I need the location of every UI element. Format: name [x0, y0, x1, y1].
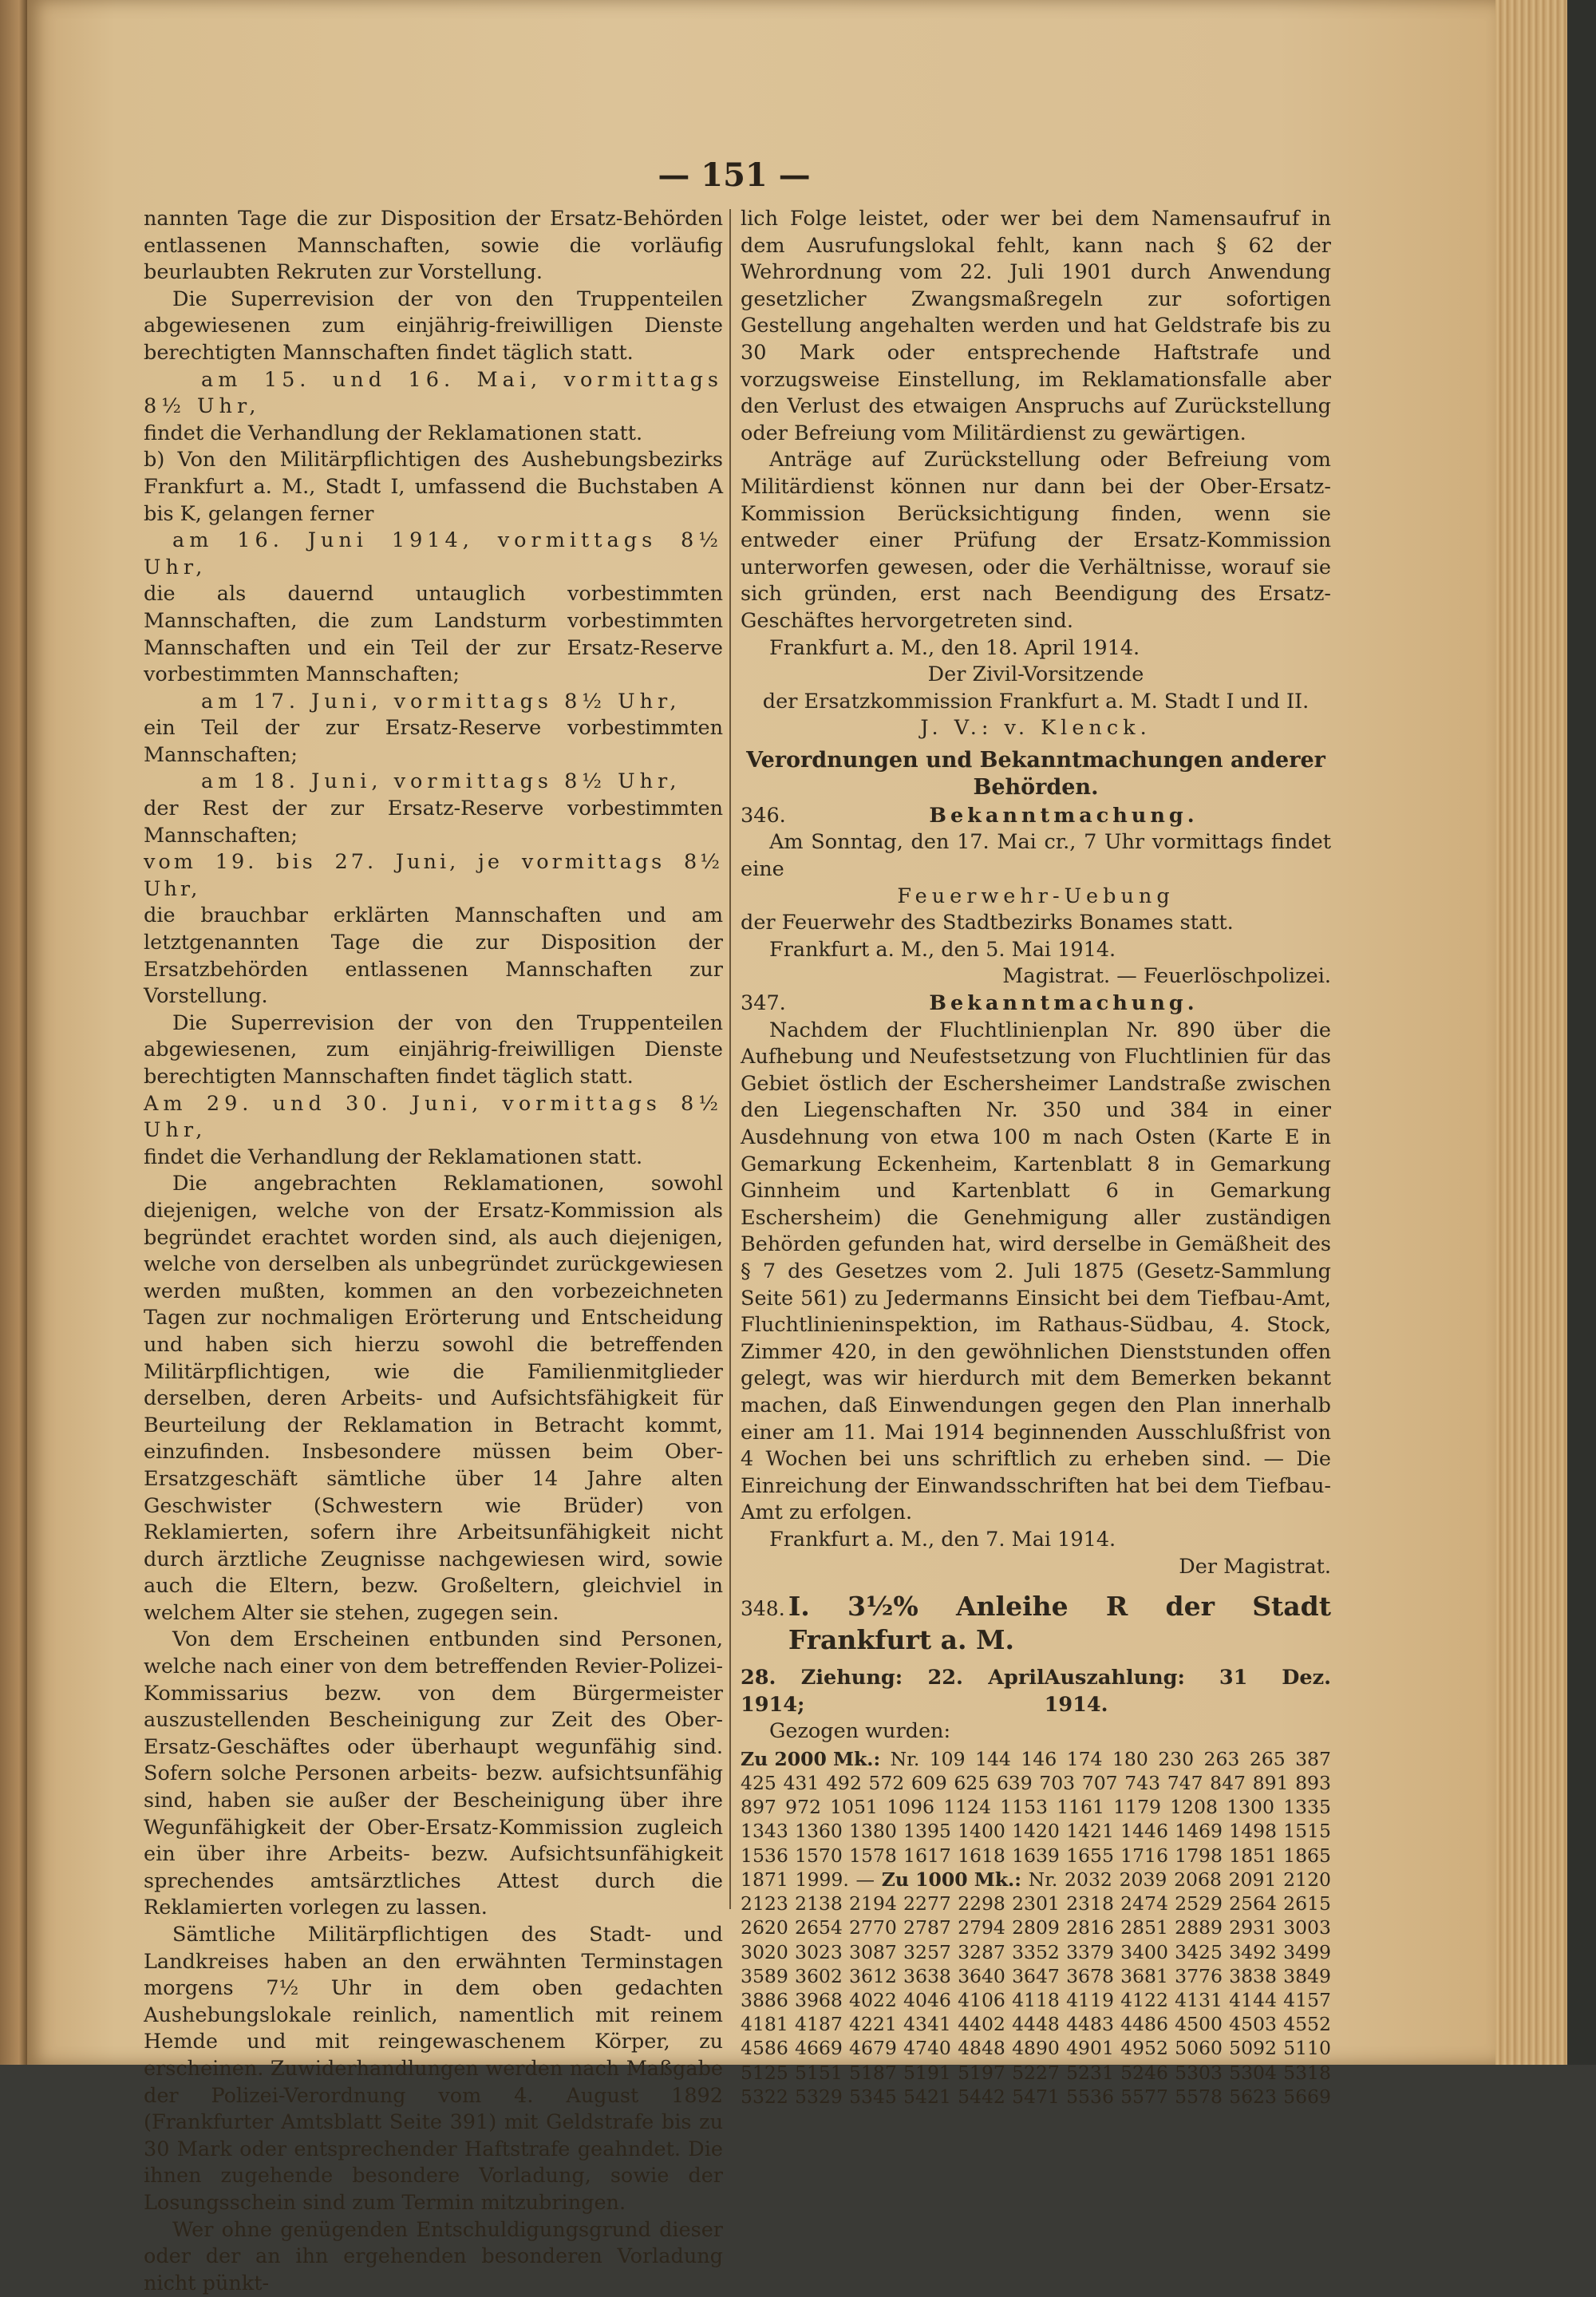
drawn-number: 5442	[958, 2085, 1005, 2108]
drawn-number: 2564	[1229, 1892, 1277, 1915]
notice-title: Bekanntmachung.	[929, 991, 1199, 1016]
signature-name: J. V.: v. Klenck.	[920, 716, 1152, 741]
number-row	[741, 1988, 1331, 2012]
drawn-number: 1179	[1113, 1796, 1161, 1819]
number-row	[741, 1964, 1331, 1988]
drawn-number: 1161	[1057, 1796, 1104, 1819]
drawn-number: 4118	[1012, 1988, 1060, 2011]
drawing-date: 28. Ziehung: 22. April 1914;	[741, 1666, 1045, 1717]
drawn-number: 3257	[903, 1940, 951, 1963]
drawn-numbers-table	[741, 1747, 1331, 2109]
date-line: Frankfurt a. M., den 5. Mai 1914.	[769, 937, 1116, 962]
drawn-number: 2123	[741, 1892, 788, 1915]
drawn-number: 2620	[741, 1916, 788, 1939]
signature: Der Magistrat.	[1179, 1554, 1331, 1579]
drawn-number: 5227	[1012, 2061, 1060, 2084]
paragraph: Sämtliche Militärpflichtigen des Stadt- und Landkreises haben an den erwähnten Terminstagen morgens 7½ Uhr in dem oben gedachten Aushebungslokale reinlich, namentlich mit reinem Hemde und mit reingewaschenem Körper, zu erscheinen. Zuwiderhandlungen werden nach Maßgabe der Polizei-Verordnung vom 4. August 1892 (Frankfurter Amtsblatt Seite 391) mit Geldstrafe bis zu 30 Mark oder entsprechender Haftstrafe geahndet. Die ihnen zugehende besondere Vorladung, sowie der Losungsschein sind zum Termin mitzubringen.	[144, 1923, 723, 2215]
drawn-number: 174	[1066, 1747, 1103, 1770]
number-row	[741, 1915, 1331, 1939]
drawn-number: 4486	[1120, 2013, 1168, 2036]
drawn-number: 4669	[795, 2037, 843, 2060]
drawn-number: 4740	[903, 2037, 951, 2060]
paragraph: Die angebrachten Reklamationen, sowohl diejenigen, welche von der Ersatz-Kommission als begründet erachtet worden sind, als auch diejenigen, welche von derselben als unbegründet zurückgewiesen werden mußten, kommen an den vorbezeichneten Tagen zur nochmaligen Erörterung und Entscheidung und haben sich hierzu sowohl die betreffenden Militärpflichtigen, wie die Familienmitglieder derselben, deren Arbeits- und Aufsichtsfähigkeit für Beurteilung der Reklamation in Betracht kommt, einzufinden. Insbesondere müssen beim Ober-Ersatzgeschäft sämtliche über 14 Jahre alten Geschwister (Schwestern wie Brüder) von Reklamierten, sofern ihre Arbeitsunfähigkeit nicht durch ärztliche Zeugnisse nachgewiesen wird, sowie auch die Eltern, bezw. Großeltern, gleichviel in welchem Alter sie stehen, zugegen sein.	[144, 1172, 723, 1625]
notice-title: Bekanntmachung.	[929, 803, 1199, 828]
drawn-number: 1716	[1120, 1844, 1168, 1867]
drawn-number: 3647	[1012, 1964, 1060, 1987]
drawn-number: 1208	[1170, 1796, 1218, 1819]
number-row	[741, 2061, 1331, 2085]
drawn-number: 2931	[1229, 1916, 1277, 1939]
drawn-number: 2529	[1175, 1892, 1223, 1915]
left-column	[144, 206, 723, 2297]
drawn-number: 4586	[741, 2037, 788, 2060]
drawn-number: 5304	[1229, 2061, 1277, 2084]
drawn-number: 3638	[903, 1964, 951, 1987]
event-title: Feuerwehr-Uebung	[897, 884, 1175, 908]
drawn-number: 4448	[1012, 2013, 1060, 2036]
loan-title: I. 3½% Anleihe R der Stadt Frankfurt a. M.	[788, 1591, 1331, 1656]
drawn-number: 5322	[741, 2085, 788, 2108]
paragraph: ein Teil der zur Ersatz-Reserve vorbestimmten Mannschaften;	[144, 716, 723, 767]
drawn-number: 3352	[1012, 1940, 1060, 1963]
drawn-number: 3400	[1120, 1940, 1168, 1963]
drawn-number: 265	[1249, 1747, 1286, 1770]
drawn-number: 3023	[795, 1940, 843, 1963]
drawn-number: 4402	[958, 2013, 1005, 2036]
drawn-number: 4848	[958, 2037, 1005, 2060]
drawn-number: 743	[1124, 1772, 1161, 1795]
drawn-number: 4901	[1066, 2037, 1114, 2060]
drawn-number: 3612	[849, 1964, 897, 1987]
drawn-number: 109	[929, 1747, 966, 1770]
number-row	[741, 2012, 1331, 2036]
drawn-number: 2787	[903, 1916, 951, 1939]
drawn-number: 747	[1167, 1772, 1203, 1795]
drawn-number: 2654	[795, 1916, 843, 1939]
drawn-number: 1851	[1229, 1844, 1277, 1867]
drawn-number: 3602	[795, 1964, 843, 1987]
drawn-number: 1515	[1283, 1820, 1331, 1843]
date-line: Frankfurt a. M., den 18. April 1914.	[769, 635, 1140, 660]
number-row	[741, 1747, 1331, 1771]
drawn-number: 2298	[958, 1892, 1005, 1915]
paragraph: findet die Verhandlung der Reklamationen statt.	[144, 421, 643, 445]
drawn-label: Gezogen wurden:	[769, 1719, 951, 1744]
drawn-number: 1570	[795, 1844, 843, 1867]
drawn-number: 897	[741, 1796, 776, 1819]
drawn-number: 5536	[1066, 2085, 1114, 2108]
page-stack-edge	[1495, 0, 1596, 2065]
drawn-number: 1300	[1227, 1796, 1274, 1819]
drawn-number: 387	[1295, 1747, 1331, 1770]
drawn-number: 4679	[849, 2037, 897, 2060]
drawn-number: 893	[1295, 1772, 1331, 1795]
drawn-number: 1871	[741, 1868, 788, 1891]
drawn-number: 4106	[958, 1988, 1005, 2011]
drawn-number: 5191	[903, 2061, 951, 2084]
drawn-number: 1343	[741, 1820, 788, 1843]
drawn-number: 2194	[849, 1892, 897, 1915]
drawn-number: 3003	[1283, 1916, 1331, 1939]
date-line: am 15. und 16. Mai, vormittags 8½ Uhr,	[144, 367, 723, 419]
number-row	[741, 1868, 1331, 1892]
drawn-number: 5303	[1175, 2061, 1223, 2084]
drawn-number: 4500	[1175, 2013, 1223, 2036]
drawing-info	[741, 1665, 1331, 1718]
payout-date: Auszahlung: 31 Dez. 1914.	[1044, 1666, 1331, 1717]
drawn-number: 2816	[1066, 1916, 1114, 1939]
drawn-number: 2032	[1065, 1868, 1112, 1891]
drawn-number: 1420	[1012, 1820, 1060, 1843]
drawn-number: 3640	[958, 1964, 1005, 1987]
paragraph: nannten Tage die zur Disposition der Ersatz-Behörden entlassenen Mannschaften, sowie die vorläufig beurlaubten Rekruten zur Vorstellung.	[144, 207, 723, 285]
date-line: am 18. Juni, vormittags 8½ Uhr,	[201, 769, 681, 794]
drawn-number: 4952	[1120, 2037, 1168, 2060]
number-row	[741, 1795, 1331, 1819]
drawn-number: 1446	[1120, 1820, 1168, 1843]
drawn-number: 5623	[1229, 2085, 1277, 2108]
drawn-number: 3849	[1283, 1964, 1331, 1987]
number-row	[741, 1892, 1331, 1915]
drawn-number: 1618	[958, 1844, 1005, 1867]
drawn-number: 3589	[741, 1964, 788, 1987]
paragraph: Die Superrevision der von den Truppenteilen abgewiesenen, zum einjährig-freiwilligen Dienste berechtigten Mannschaften findet täglich statt.	[144, 1010, 723, 1089]
drawn-number: 144	[975, 1747, 1011, 1770]
drawn-number: 5187	[849, 2061, 897, 2084]
drawn-number: 5578	[1175, 2085, 1223, 2108]
notice-number: 347.	[741, 991, 786, 1016]
paragraph: die als dauernd untauglich vorbestimmten Mannschaften, die zum Landsturm vorbestimmten Mannschaften und ein Teil der zur Ersatz-Reserve vorbestimmten Mannschaften;	[144, 582, 723, 687]
drawn-number: 5246	[1120, 2061, 1168, 2084]
drawn-number: 5092	[1229, 2037, 1277, 2060]
drawn-number: 5110	[1283, 2037, 1331, 2060]
drawn-number: 3492	[1229, 1940, 1277, 1963]
drawn-number: 1578	[849, 1844, 897, 1867]
drawn-number: 4131	[1175, 1988, 1223, 2011]
number-row	[741, 1940, 1331, 1964]
drawn-number: 891	[1252, 1772, 1289, 1795]
notice-347-header	[741, 990, 1331, 1018]
drawn-number: 4503	[1229, 2013, 1277, 2036]
drawn-number: 2851	[1120, 1916, 1168, 1939]
paragraph: der Feuerwehr des Stadtbezirks Bonames statt.	[741, 911, 1234, 935]
drawn-number: 1096	[887, 1796, 934, 1819]
drawn-number: 4221	[849, 2013, 897, 2036]
drawn-number: 1999.	[795, 1868, 849, 1891]
drawn-number: 2277	[903, 1892, 951, 1915]
drawn-number: 2889	[1175, 1916, 1223, 1939]
drawn-number: 847	[1210, 1772, 1246, 1795]
drawn-number: 5669	[1283, 2085, 1331, 2108]
paragraph: die brauchbar erklärten Mannschaften und am letztgenannten Tage die zur Disposition der Ersatzbehörden entlassenen Mannschaften zur Vorstellung.	[144, 903, 723, 1009]
drawn-number: 5060	[1175, 2037, 1223, 2060]
drawn-number: 3087	[849, 1940, 897, 1963]
signature-org: der Ersatzkommission Frankfurt a. M. Stadt I und II.	[762, 689, 1310, 714]
drawn-number: 4119	[1066, 1988, 1114, 2011]
drawn-number: 5197	[958, 2061, 1005, 2084]
drawn-number: 3838	[1229, 1964, 1277, 1987]
drawn-number: 2770	[849, 1916, 897, 1939]
drawn-number: 3499	[1283, 1940, 1331, 1963]
drawn-number: 3776	[1175, 1964, 1223, 1987]
drawn-number: 4341	[903, 2013, 951, 2036]
drawn-number: 180	[1112, 1747, 1148, 1770]
drawn-number: 1421	[1066, 1820, 1114, 1843]
drawn-number: 4483	[1066, 2013, 1114, 2036]
date-line: am 16. Juni 1914, vormittags 8½ Uhr,	[144, 528, 723, 579]
drawn-number: 3886	[741, 1988, 788, 2011]
dash: —	[855, 1868, 875, 1891]
drawn-number: 1153	[1000, 1796, 1048, 1819]
drawn-number: 609	[911, 1772, 947, 1795]
drawn-number: 2809	[1012, 1916, 1060, 1939]
denomination-label: Zu 1000 Mk.:	[881, 1868, 1021, 1891]
drawn-number: 4122	[1120, 1988, 1168, 2011]
drawn-number: 5471	[1012, 2085, 1060, 2108]
number-row	[741, 2085, 1331, 2109]
drawn-number: 2120	[1283, 1868, 1331, 1891]
drawn-number: 4144	[1229, 1988, 1277, 2011]
drawn-number: 230	[1158, 1747, 1195, 1770]
drawn-number: 431	[783, 1772, 820, 1795]
notice-346-header	[741, 803, 1331, 830]
drawn-number: 5329	[795, 2085, 843, 2108]
drawn-number: 492	[825, 1772, 862, 1795]
drawn-number: 2138	[795, 1892, 843, 1915]
drawn-number: 1865	[1283, 1844, 1331, 1867]
drawn-number: 2474	[1120, 1892, 1168, 1915]
paragraph: Von dem Erscheinen entbunden sind Personen, welche nach einer von dem betreffenden Revier-Polizei-Kommissarius bezw. von dem Bürgermeister auszustellenden Bescheinigung zur Zeit des Ober-Ersatz-Geschäftes oder überhaupt wegunfähig sind. Sofern solche Personen arbeits- bezw. aufsichtsunfähig sind, haben sie außer der Bescheinigung über ihre Wegunfähigkeit der Ober-Ersatz-Kommission zugleich ein über ihre Arbeits- bezw. Aufsichtsunfähigkeit sprechendes amtsärztliches Attest durch die Reklamierten vorlegen zu lassen.	[144, 1627, 723, 1920]
nr-label: Nr.	[890, 1747, 920, 1770]
paragraph: b) Von den Militärpflichtigen des Aushebungsbezirks Frankfurt a. M., Stadt I, umfassend die Buchstaben A bis K, gelangen ferner	[144, 448, 723, 526]
drawn-number: 707	[1081, 1772, 1118, 1795]
date-line: vom 19. bis 27. Juni, je vormittags 8½ Uhr,	[144, 850, 723, 901]
paragraph: Am Sonntag, den 17. Mai cr., 7 Uhr vormittags findet eine	[741, 830, 1331, 882]
paragraph: Anträge auf Zurückstellung oder Befreiung vom Militärdienst können nur dann bei der Ober-Ersatz-Kommission Berücksichtigung finden, wenn sie entweder einer Prüfung der Ersatz-Kommission unterworfen gewesen, oder die Verhältnisse, worauf sie sich gründen, erst nach Beendigung des Ersatz-Geschäftes hervorgetreten sind.	[741, 448, 1331, 633]
drawn-number: 3287	[958, 1940, 1005, 1963]
number-row	[741, 1819, 1331, 1843]
drawn-number: 3020	[741, 1940, 788, 1963]
drawn-number: 1051	[830, 1796, 878, 1819]
drawn-number: 5125	[741, 2061, 788, 2084]
date-line: am 17. Juni, vormittags 8½ Uhr,	[201, 689, 681, 714]
notice-number: 346.	[741, 803, 786, 828]
drawn-number: 4046	[903, 1988, 951, 2011]
drawn-number: 1469	[1175, 1820, 1223, 1843]
drawn-number: 2794	[958, 1916, 1005, 1939]
drawn-number: 3968	[795, 1988, 843, 2011]
drawn-number: 972	[785, 1796, 821, 1819]
drawn-number: 2068	[1174, 1868, 1222, 1891]
page-number: — 151 —	[658, 156, 811, 194]
drawn-number: 5345	[849, 2085, 897, 2108]
drawn-number: 146	[1021, 1747, 1057, 1770]
drawn-number: 1536	[741, 1844, 788, 1867]
paragraph: der Rest der zur Ersatz-Reserve vorbestimmten Mannschaften;	[144, 797, 723, 848]
drawn-number: 1335	[1283, 1796, 1331, 1819]
drawn-number: 4187	[795, 2013, 843, 2036]
drawn-number: 3681	[1120, 1964, 1168, 1987]
drawn-number: 4181	[741, 2013, 788, 2036]
drawn-number: 703	[1039, 1772, 1076, 1795]
drawn-number: 4552	[1283, 2013, 1331, 2036]
number-row	[741, 1771, 1331, 1795]
drawn-number: 1655	[1066, 1844, 1114, 1867]
paragraph: Nachdem der Fluchtlinienplan Nr. 890 über die Aufhebung und Neufestsetzung von Fluchtlinien für das Gebiet östlich der Eschersheimer Landstraße zwischen den Liegenschaften Nr. 350 und 384 in einer Ausdehnung von etwa 100 m nach Osten (Karte E in Gemarkung Eckenheim, Kartenblatt 8 in Gemarkung Ginnheim und Kartenblatt 6 in Gemarkung Eschersheim) die Genehmigung aller zuständigen Behörden gefunden hat, wird derselbe in Gemäßheit des § 7 des Gesetzes vom 2. Juli 1875 (Gesetz-Sammlung Seite 561) zu Jedermanns Einsicht bei dem Tiefbau-Amt, Fluchtlinieninspektion, im Rathaus-Südbau, 4. Stock, Zimmer 420, in den gewöhnlichen Dienststunden offen gelegt, was wir hierdurch mit dem Bemerken bekannt machen, daß Einwendungen gegen den Plan innerhalb einer am 11. Mai 1914 beginnenden Ausschlußfrist von 4 Wochen bei uns schriftlich zu erheben sind. — Die Einreichung der Einwandsschriften hat bei dem Tiefbau-Amt zu erfolgen.	[741, 1018, 1331, 1525]
drawn-number: 4157	[1283, 1988, 1331, 2011]
nr-label: Nr.	[1028, 1868, 1058, 1891]
section-heading: Verordnungen und Bekanntmachungen anderer Behörden.	[746, 747, 1325, 800]
drawn-number: 1798	[1175, 1844, 1223, 1867]
drawn-number: 5231	[1066, 2061, 1114, 2084]
paragraph: Wer ohne genügenden Entschuldigungsgrund dieser oder der an ihn ergehenden besonderen Vorladung nicht pünkt-	[144, 2217, 723, 2295]
date-line: Frankfurt a. M., den 7. Mai 1914.	[769, 1527, 1116, 1552]
drawn-number: 1617	[903, 1844, 951, 1867]
drawn-number: 2091	[1228, 1868, 1277, 1891]
drawn-number: 263	[1203, 1747, 1240, 1770]
drawn-number: 572	[868, 1772, 905, 1795]
notice-348-header	[741, 1590, 1331, 1657]
number-row	[741, 1844, 1331, 1868]
drawn-number: 1380	[849, 1820, 897, 1843]
date-line: Am 29. und 30. Juni, vormittags 8½ Uhr,	[144, 1091, 723, 1143]
drawn-number: 2301	[1012, 1892, 1060, 1915]
signature: Magistrat. — Feuerlöschpolizei.	[1002, 964, 1331, 989]
previous-page-edge	[0, 0, 27, 2065]
drawn-number: 3678	[1066, 1964, 1114, 1987]
column-divider	[729, 209, 731, 1909]
drawn-number: 1400	[958, 1820, 1005, 1843]
denomination-label: Zu 2000 Mk.:	[741, 1747, 881, 1770]
drawn-number: 425	[741, 1772, 776, 1795]
paragraph: Die Superrevision der von den Truppenteilen abgewiesenen zum einjährig-freiwilligen Dienste berechtigten Mannschaften findet täglich statt.	[144, 287, 723, 365]
drawn-number: 639	[996, 1772, 1033, 1795]
drawn-number: 5577	[1120, 2085, 1168, 2108]
drawn-number: 5151	[795, 2061, 843, 2084]
drawn-number: 3379	[1066, 1940, 1114, 1963]
drawn-number: 1395	[903, 1820, 951, 1843]
drawn-number: 1498	[1229, 1820, 1277, 1843]
paragraph: findet die Verhandlung der Reklamationen statt.	[144, 1145, 643, 1169]
signature-title: Der Zivil-Vorsitzende	[927, 662, 1144, 687]
drawn-number: 1360	[795, 1820, 843, 1843]
paragraph: lich Folge leistet, oder wer bei dem Namensaufruf in dem Ausrufungslokal fehlt, kann nach § 62 der Wehrordnung vom 22. Juli 1901 durch Anwendung gesetzlicher Zwangsmaßregeln zur sofortigen Gestellung angehalten werden und hat Geldstrafe bis zu 30 Mark oder entsprechende Haftstrafe und vorzugsweise Einstellung, im Reklamationsfalle aber den Verlust des etwaigen Anspruchs auf Zurückstellung oder Befreiung vom Militärdienst zu gewärtigen.	[741, 207, 1331, 445]
drawn-number: 1639	[1012, 1844, 1060, 1867]
number-row	[741, 2036, 1331, 2060]
drawn-number: 1124	[943, 1796, 991, 1819]
drawn-number: 4890	[1012, 2037, 1060, 2060]
drawn-number: 3425	[1175, 1940, 1223, 1963]
drawn-number: 2615	[1283, 1892, 1331, 1915]
drawn-number: 2039	[1119, 1868, 1167, 1891]
right-column	[741, 206, 1331, 2109]
drawn-number: 2318	[1066, 1892, 1114, 1915]
drawn-number: 4022	[849, 1988, 897, 2011]
notice-number: 348.	[741, 1597, 785, 1621]
drawn-number: 5421	[903, 2085, 951, 2108]
drawn-number: 625	[954, 1772, 990, 1795]
drawn-number: 5318	[1283, 2061, 1331, 2084]
